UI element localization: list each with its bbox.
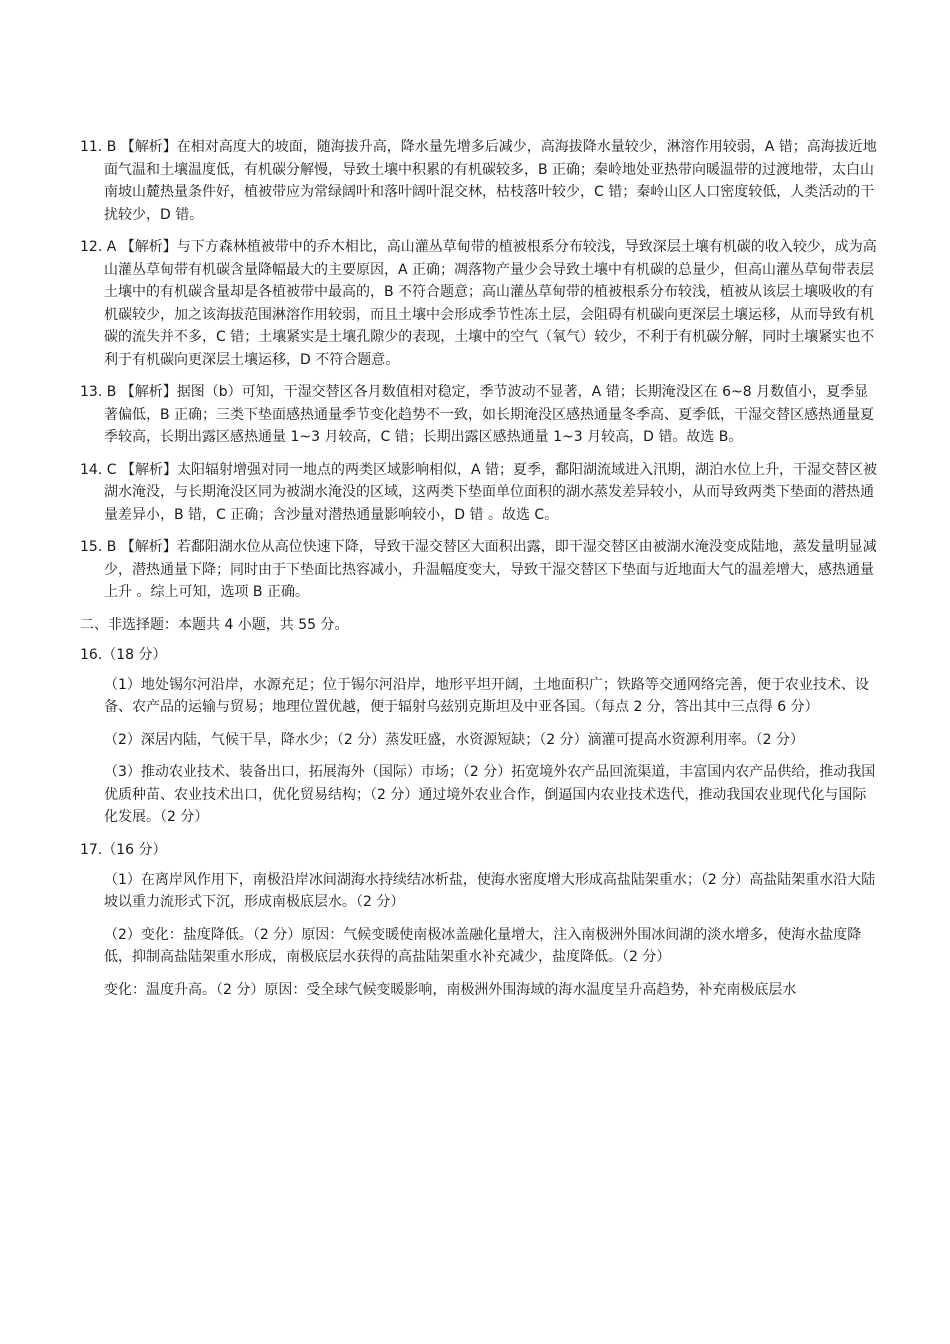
question-17-title: 17.（16 分）: [80, 841, 167, 858]
question-16-title: 16.（18 分）: [80, 646, 167, 663]
answer-number: 13. B: [80, 384, 117, 400]
section-header: 二、非选择题：本题共 4 小题，共 55 分。: [80, 616, 349, 633]
answer-number: 14. C: [80, 461, 117, 478]
question-16-part-2: （2）深居内陆，气候干旱，降水少；（2 分）蒸发旺盛，水资源短缺；（2 分）滴灌可提高水资源利用率。（2 分）: [104, 731, 804, 748]
answer-13: [80, 381, 880, 449]
answer-number: 11. B: [80, 139, 117, 155]
answer-12: [80, 236, 880, 371]
question-17-part-2: （2）变化：盐度降低。（2 分）原因：气候变暖使南极冰盖融化量增大，注入南极洲外围冰间湖的淡水增多，使海水盐度降低，抑制高盐陆架重水形成，南极底层水获得的高盐陆架重水补充减少，盐度降低。（2 分）: [104, 926, 862, 965]
answer-text: 在相对高度大的坡面，随海拔升高，降水量先增多后减少，高海拔降水量较少，淋溶作用较弱，A 错；高海拔近地面气温和土壤温度低，有机碳分解慢，导致土壤中积累的有机碳较多，B 正确；秦岭地处亚热带向暖温带的过渡地带，太白山南坡山麓热量条件好，植被带应为常绿阔叶和落叶阔叶混交林，枯枝落叶较少，C 错；秦岭山区人口密度较低，人类活动的干扰较少，D 错。: [104, 139, 877, 223]
analysis-tag: 【解析】: [120, 239, 177, 255]
answer-text: 若鄱阳湖水位从高位快速下降，导致干湿交替区大面积出露，即干湿交替区由被湖水淹没变成陆地，蒸发量明显减少，潜热通量下降；同时由于下垫面比热容减小，升温幅度变大，导致干湿交替区下垫面与近地面大气的温差增大，感热通量上升 。综上可知，选项 B 正确。: [104, 539, 877, 600]
question-17-part-1: （1）在离岸风作用下，南极沿岸冰间湖海水持续结冰析盐，使海水密度增大形成高盐陆架重水；（2 分）高盐陆架重水沿大陆坡以重力流形式下沉，形成南极底层水。（2 分）: [104, 871, 876, 910]
question-16-part-3: （3）推动农业技术、装备出口，拓展海外（国际）市场；（2 分）拓宽境外农产品回流渠道，丰富国内农产品供给，推动我国优质种苗、农业技术出口，优化贸易结构；（2 分）通过境外农业合作，倒逼国内农业技术迭代，推动我国农业现代化与国际化发展。（2 分）: [104, 764, 876, 825]
answer-number: 12. A: [80, 239, 117, 255]
answer-text: 太阳辐射增强对同一地点的两类区域影响相似，A 错；夏季，鄱阳湖流域进入汛期，湖泊水位上升，干湿交替区被湖水淹没，与长期淹没区同为被湖水淹没的区域，这两类下垫面单位面积的湖水蒸发差异较小，从而导致两类下垫面的潜热通量差异小，B 错，C 正确；含沙量对潜热通量影响较小，D 错 。故选 C。: [104, 461, 877, 523]
question-16-part-1: （1）地处锡尔河沿岸，水源充足；位于锡尔河沿岸，地形平坦开阔，土地面积广；铁路等交通网络完善，便于农业技术、设备、农产品的运输与贸易；地理位置优越，便于辐射乌兹别克斯坦及中亚各国。（每点 2 分，答出其中三点得 6 分）: [104, 676, 869, 715]
answer-14: [80, 459, 880, 527]
analysis-tag: 【解析】: [120, 139, 177, 155]
answer-number: 15. B: [80, 539, 117, 555]
answer-text: 据图（b）可知，干湿交替区各月数值相对稳定，季节波动不显著，A 错；长期淹没区在 6~8 月数值小，夏季显著偏低，B 正确；三类下垫面感热通量季节变化趋势不一致，如长期淹没区感热通量冬季高、夏季低，干湿交替区感热通量夏季较高，长期出露区感热通量 1~3 月较高，C 错；长期出露区感热通量 1~3 月较高，D 错。故选 B。: [104, 384, 875, 445]
answer-15: [80, 536, 880, 604]
question-17-part-2-temperature: 变化：温度升高。（2 分）原因：受全球气候变暖影响，南极洲外围海域的海水温度呈升高趋势，补充南极底层水: [104, 981, 797, 998]
analysis-tag: 【解析】: [120, 461, 177, 478]
answer-11: [80, 136, 880, 226]
analysis-tag: 【解析】: [120, 539, 177, 555]
answer-content: [80, 136, 880, 1011]
answer-text: 与下方森林植被带中的乔木相比，高山灌丛草甸带的植被根系分布较浅，导致深层土壤有机碳的收入较少，成为高山灌丛草甸带有机碳含量降幅最大的主要原因，A 正确；凋落物产量少会导致土壤中有机碳的总量少，但高山灌丛草甸带表层土壤中的有机碳含量却是各植被带中最高的，B 不符合题意；高山灌丛草甸带的植被根系分布较浅，植被从该层土壤吸收的有机碳较少，加之该海拔范围淋溶作用较弱，而且土壤中会形成季节性冻土层，会阻碍有机碳向更深层土壤运移，从而导致有机碳的流失并不多，C 错；土壤紧实是土壤孔隙少的表现，土壤中的空气（氧气）较少，不利于有机碳分解，同时土壤紧实也不利于有机碳向更深层土壤运移，D 不符合题意。: [104, 239, 877, 368]
analysis-tag: 【解析】: [120, 384, 177, 400]
